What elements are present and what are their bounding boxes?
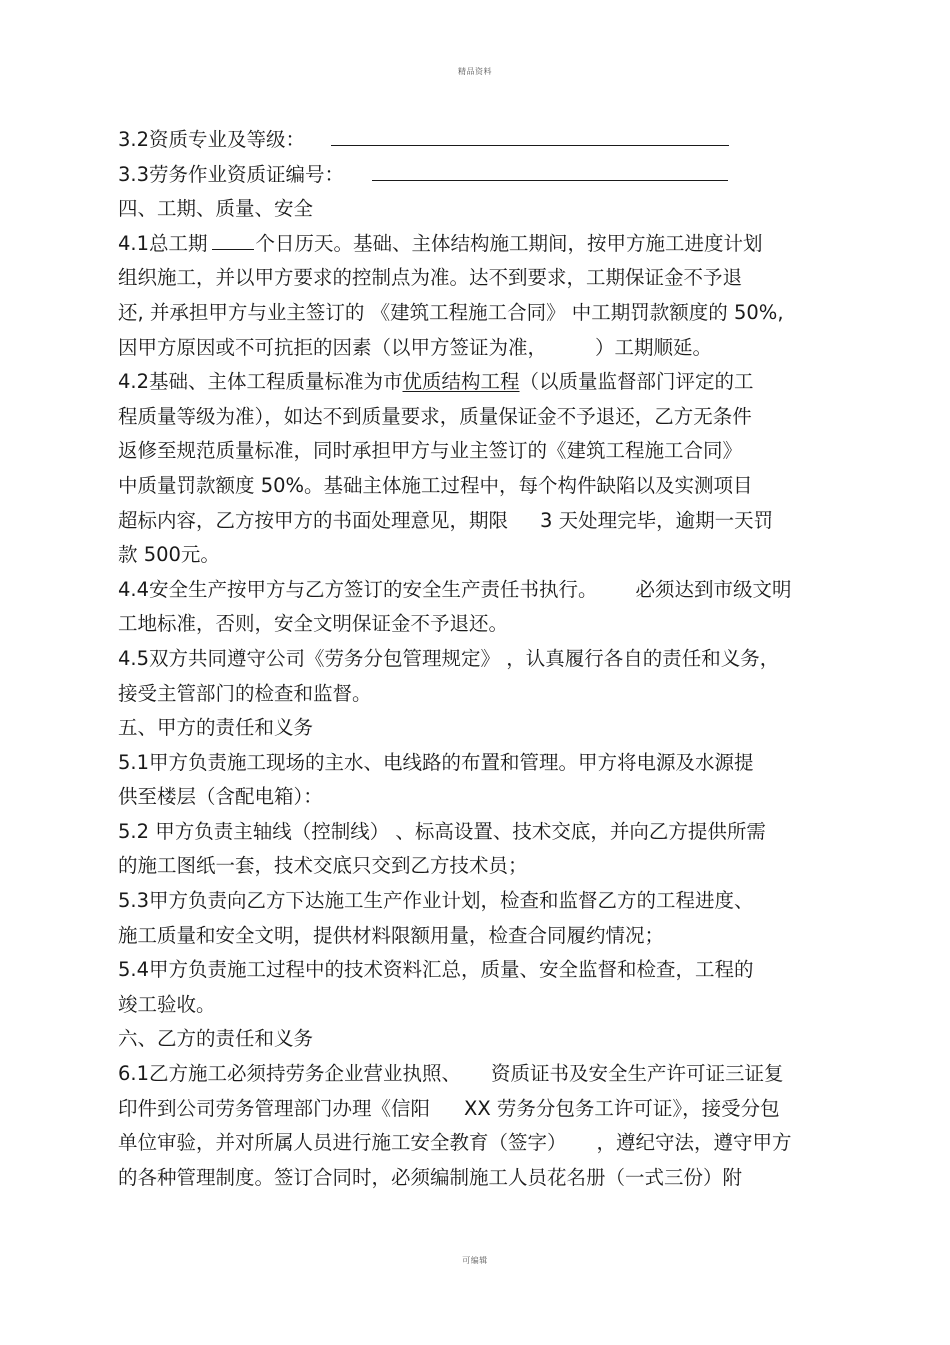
text-line: 因甲方原因或不可抗拒的因素（以甲方签证为准， ）工期顺延。	[118, 335, 713, 359]
text-line: 接受主管部门的检查和监督。	[118, 681, 372, 705]
fill-blank[interactable]	[212, 231, 254, 250]
underlined-text: 优质结构工程	[402, 370, 520, 394]
text-line: 供至楼层（含配电箱）：	[118, 785, 323, 809]
text-line: 5.4甲方负责施工过程中的技术资料汇总，质量、安全监督和检查，工程的	[118, 958, 754, 982]
text-line: 4.5双方共同遵守公司《劳务分包管理规定》 ，认真履行各自的责任和义务，	[118, 646, 780, 670]
fill-blank[interactable]	[372, 162, 728, 181]
text-line: 印件到公司劳务管理部门办理《信阳 XX 劳务分包务工许可证》，接受分包	[118, 1096, 780, 1120]
line-text: 3.3劳务作业资质证编号：	[118, 162, 345, 186]
text-line: 还, 并承担甲方与业主签订的 《建筑工程施工合同》 中工期罚款额度的 50%,	[118, 300, 784, 324]
text-line	[118, 158, 838, 193]
section-heading: 六、乙方的责任和义务	[118, 1027, 314, 1051]
text-line: 款 500元。	[118, 543, 220, 567]
page-header: 精品资料	[458, 67, 492, 76]
text-line: 4.1总工期 个日历天。基础、主体结构施工期间，按甲方施工进度计划	[118, 231, 763, 255]
text-line: 施工质量和安全文明，提供材料限额用量，检查合同履约情况；	[118, 923, 665, 947]
text-line: 程质量等级为准），如达不到质量要求，质量保证金不予退还，乙方无条件	[118, 404, 752, 428]
text-line: 中质量罚款额度 50%。基础主体施工过程中，每个构件缺陷以及实测项目	[118, 473, 753, 497]
page-footer: 可编辑	[462, 1256, 488, 1265]
text-line: 5.3甲方负责向乙方下达施工生产作业计划，检查和监督乙方的工程进度、	[118, 889, 754, 913]
fill-blank[interactable]	[331, 127, 729, 146]
text-line: 4.2基础、主体工程质量标准为市优质结构工程（以质量监督部门评定的工	[118, 370, 754, 394]
text-line: 单位审验，并对所属人员进行施工安全教育（签字） ，遵纪守法，遵守甲方	[118, 1131, 792, 1155]
section-heading: 五、甲方的责任和义务	[118, 716, 314, 740]
text-line	[118, 123, 838, 158]
text-line: 工地标准，否则，安全文明保证金不予退还。	[118, 612, 509, 636]
document-body	[118, 123, 838, 1195]
line-text: 3.2资质专业及等级：	[118, 128, 306, 151]
section-heading: 四、工期、质量、安全	[118, 197, 314, 221]
text-line: 竣工验收。	[118, 992, 216, 1016]
text-line: 6.1乙方施工必须持劳务企业营业执照、 资质证书及安全生产许可证三证复	[118, 1062, 784, 1086]
text-line: 返修至规范质量标准，同时承担甲方与业主签订的《建筑工程施工合同》	[118, 439, 743, 463]
text-line: 5.2 甲方负责主轴线（控制线） 、标高设置、技术交底，并向乙方提供所需	[118, 819, 766, 843]
text-line: 的施工图纸一套，技术交底只交到乙方技术员；	[118, 854, 528, 878]
text-line: 组织施工，并以甲方要求的控制点为准。达不到要求，工期保证金不予退	[118, 266, 743, 290]
text-line: 的各种管理制度。签订合同时，必须编制施工人员花名册（一式三份）附	[118, 1165, 743, 1189]
text-line: 超标内容，乙方按甲方的书面处理意见，期限 3 天处理完毕，逾期一天罚	[118, 508, 774, 532]
text-line: 4.4安全生产按甲方与乙方签订的安全生产责任书执行。 必须达到市级文明	[118, 577, 792, 601]
text-line: 5.1甲方负责施工现场的主水、电线路的布置和管理。甲方将电源及水源提	[118, 750, 754, 774]
